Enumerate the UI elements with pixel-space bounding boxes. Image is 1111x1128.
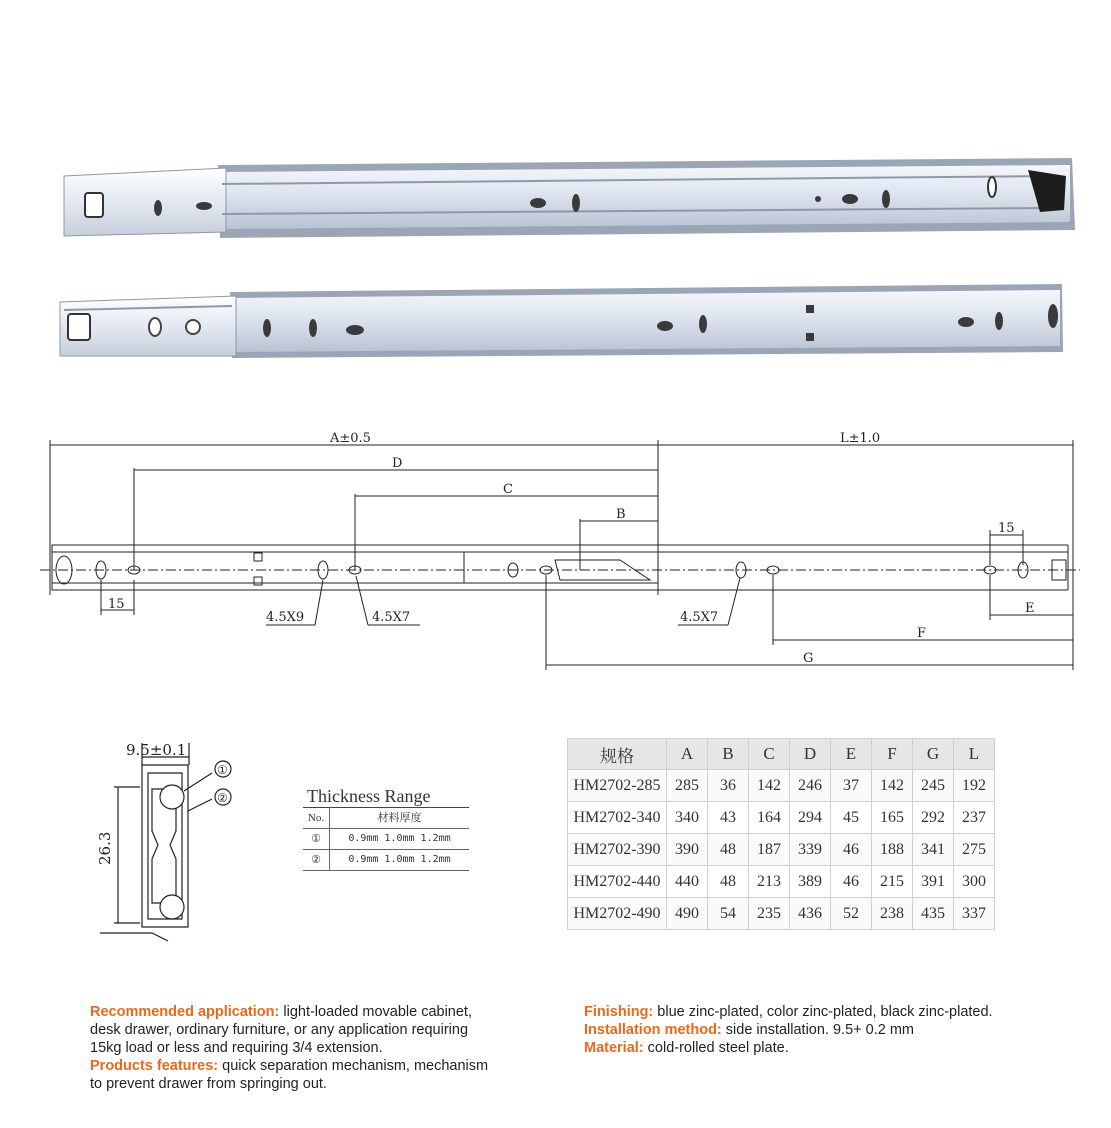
dim-g-label: G	[803, 651, 814, 666]
products-features-label: Products features:	[90, 1058, 219, 1074]
spec-header-cell: A	[667, 739, 708, 770]
dim-a-label: A±0.5	[330, 431, 371, 446]
table-cell: 435	[913, 898, 954, 930]
dim-e-label: E	[1025, 601, 1035, 616]
spec-header-cell: E	[831, 739, 872, 770]
table-cell: 294	[790, 802, 831, 834]
recommended-application	[90, 1003, 550, 1021]
hole-45x7-label-b: 4.5X7	[680, 610, 719, 625]
section-height-label: 26.3	[96, 831, 114, 865]
thickness-row-value: 0.9mm 1.0mm 1.2mm	[348, 854, 451, 865]
installation-method-label: Installation method:	[584, 1022, 722, 1038]
table-cell: 213	[749, 866, 790, 898]
table-cell: 37	[831, 770, 872, 802]
hole-45x9-label: 4.5X9	[266, 610, 305, 625]
spec-header-cell: G	[913, 739, 954, 770]
dim-f-label: F	[917, 626, 927, 641]
thickness-row	[303, 850, 469, 871]
dim-d-label: D	[392, 456, 403, 471]
table-cell: HM2702-490	[568, 898, 667, 930]
thickness-row-value: 0.9mm 1.0mm 1.2mm	[348, 833, 451, 844]
table-row	[568, 802, 995, 834]
table-cell: 339	[790, 834, 831, 866]
thickness-table	[303, 785, 469, 871]
table-cell: 46	[831, 866, 872, 898]
spec-header-cell: B	[708, 739, 749, 770]
finishing-description	[584, 1003, 1054, 1057]
table-cell: 36	[708, 770, 749, 802]
table-cell: 142	[749, 770, 790, 802]
products-features-line: to prevent drawer from springing out.	[90, 1076, 327, 1092]
thickness-col-no: No.	[303, 808, 330, 828]
material-text: cold-rolled steel plate.	[643, 1040, 789, 1056]
dimension-drawing	[0, 420, 1111, 680]
table-cell: HM2702-340	[568, 802, 667, 834]
table-cell: 165	[872, 802, 913, 834]
spec-header-cell: L	[954, 739, 995, 770]
table-cell: HM2702-390	[568, 834, 667, 866]
thickness-title: Thickness Range	[303, 785, 469, 808]
spec-header-cell: D	[790, 739, 831, 770]
table-row	[568, 866, 995, 898]
thickness-header-row	[303, 808, 469, 829]
section-marker-1: ①	[217, 763, 228, 777]
spec-table	[567, 738, 995, 930]
table-cell: 43	[708, 802, 749, 834]
table-cell: 245	[913, 770, 954, 802]
dim-c-label: C	[503, 482, 513, 497]
table-row	[568, 834, 995, 866]
table-cell: 238	[872, 898, 913, 930]
table-cell: 192	[954, 770, 995, 802]
table-cell: 48	[708, 866, 749, 898]
table-row	[568, 898, 995, 930]
table-cell: 187	[749, 834, 790, 866]
table-cell: 142	[872, 770, 913, 802]
table-row	[568, 770, 995, 802]
hole-45x7-label-a: 4.5X7	[372, 610, 411, 625]
table-cell: HM2702-285	[568, 770, 667, 802]
installation-method	[584, 1021, 1054, 1039]
material	[584, 1039, 1054, 1057]
application-description	[90, 1003, 550, 1093]
thickness-row	[303, 829, 469, 850]
table-cell: 436	[790, 898, 831, 930]
table-cell: 45	[831, 802, 872, 834]
thickness-row-no: ②	[303, 850, 330, 870]
table-cell: 292	[913, 802, 954, 834]
section-width-label: 9.5±0.1	[126, 741, 187, 759]
table-cell: 275	[954, 834, 995, 866]
section-marker-2: ②	[217, 791, 228, 805]
dim-15-top-label: 15	[998, 521, 1015, 536]
table-cell: 490	[667, 898, 708, 930]
spec-header-cell: F	[872, 739, 913, 770]
cross-section-drawing	[92, 735, 242, 945]
product-photo	[0, 0, 1111, 380]
thickness-row-no: ①	[303, 829, 330, 849]
table-cell: HM2702-440	[568, 866, 667, 898]
recommended-application-line: desk drawer, ordinary furniture, or any application requiring	[90, 1022, 469, 1038]
table-cell: 390	[667, 834, 708, 866]
installation-method-text: side installation. 9.5+ 0.2 mm	[721, 1022, 914, 1038]
dim-15-bottom-label: 15	[108, 597, 125, 612]
table-cell: 285	[667, 770, 708, 802]
finishing	[584, 1003, 1054, 1021]
recommended-application-line: 15kg load or less and requiring 3/4 extension.	[90, 1040, 383, 1056]
table-cell: 54	[708, 898, 749, 930]
table-cell: 237	[954, 802, 995, 834]
table-cell: 52	[831, 898, 872, 930]
table-cell: 48	[708, 834, 749, 866]
table-cell: 235	[749, 898, 790, 930]
recommended-application-label: Recommended application:	[90, 1004, 280, 1020]
dim-l-label: L±1.0	[840, 431, 881, 446]
dim-b-label: B	[616, 507, 626, 522]
products-features	[90, 1057, 550, 1075]
bottom-rail	[60, 284, 1063, 358]
table-cell: 341	[913, 834, 954, 866]
finishing-text: blue zinc-plated, color zinc-plated, black zinc-plated.	[653, 1004, 993, 1020]
spec-header-row	[568, 739, 995, 770]
table-cell: 340	[667, 802, 708, 834]
spec-header-cell: 规格	[568, 739, 667, 770]
products-features-text: quick separation mechanism, mechanism	[218, 1058, 489, 1074]
thickness-col-material: 材料厚度	[377, 811, 422, 824]
table-cell: 389	[790, 866, 831, 898]
table-cell: 440	[667, 866, 708, 898]
table-cell: 246	[790, 770, 831, 802]
table-cell: 300	[954, 866, 995, 898]
table-cell: 188	[872, 834, 913, 866]
table-cell: 164	[749, 802, 790, 834]
table-cell: 215	[872, 866, 913, 898]
table-cell: 337	[954, 898, 995, 930]
material-label: Material:	[584, 1040, 644, 1056]
table-cell: 391	[913, 866, 954, 898]
spec-header-cell: C	[749, 739, 790, 770]
recommended-application-text: light-loaded movable cabinet,	[279, 1004, 472, 1020]
finishing-label: Finishing:	[584, 1004, 654, 1020]
top-rail	[64, 158, 1075, 238]
table-cell: 46	[831, 834, 872, 866]
